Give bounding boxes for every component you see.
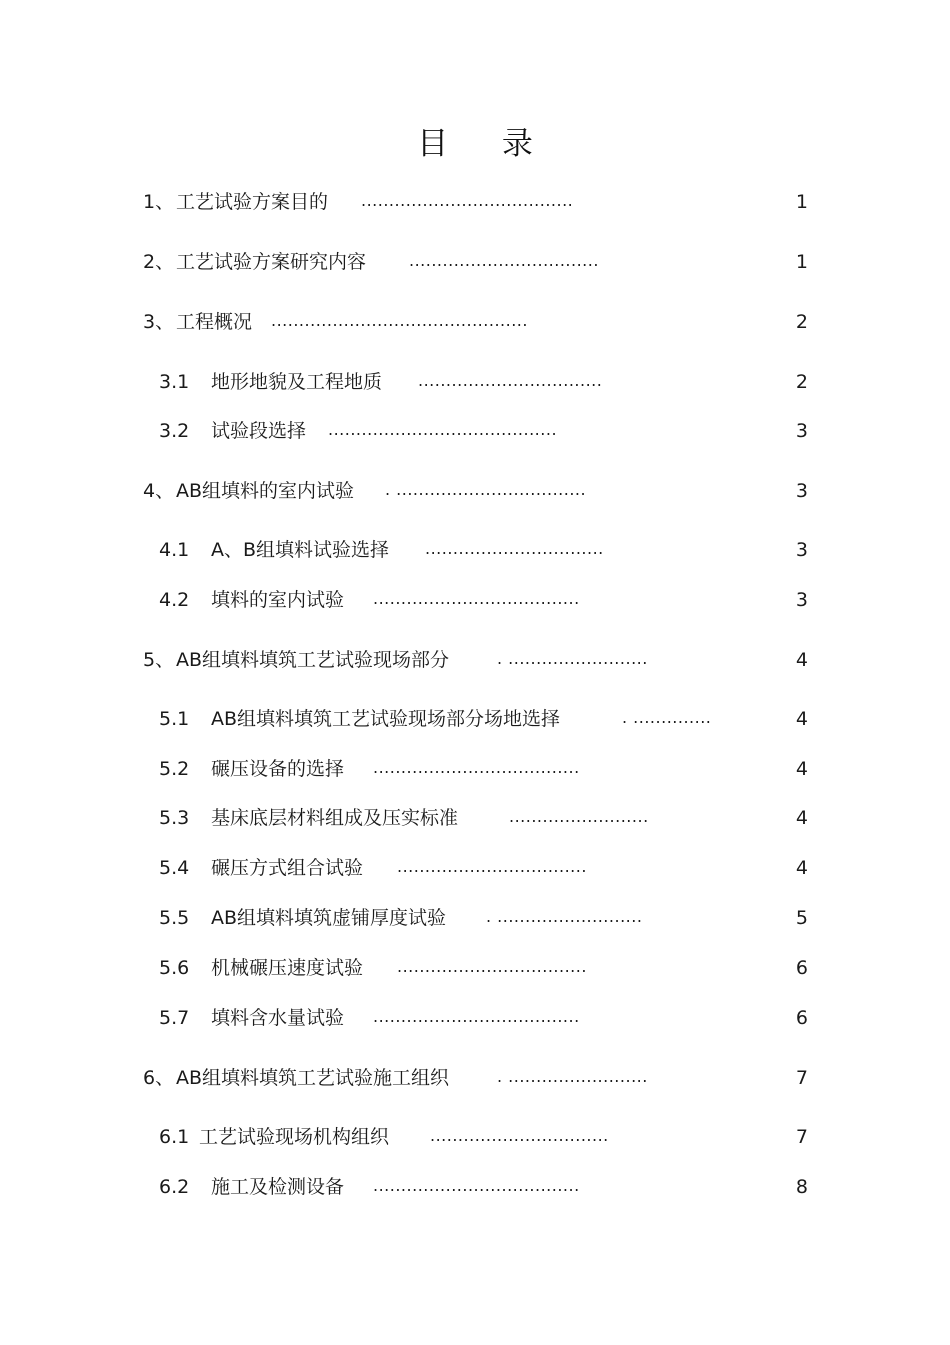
toc-entry-number: 5.5 xyxy=(159,907,190,929)
toc-entry[interactable] xyxy=(0,1123,950,1151)
toc-entry-page: 6 xyxy=(795,1007,808,1029)
toc-entry-leader: ................................. xyxy=(418,371,603,390)
toc-entry[interactable] xyxy=(0,646,950,674)
toc-entry-page: 3 xyxy=(795,539,808,561)
toc-entry-page: 8 xyxy=(795,1176,808,1198)
toc-entry-leader: .................................. xyxy=(409,251,599,270)
toc-entry-leader: . .............. xyxy=(622,708,712,727)
toc-entry-number: 4.2 xyxy=(159,589,190,611)
toc-entry-number: 1、 xyxy=(143,191,175,213)
toc-entry-page: 4 xyxy=(795,649,808,671)
toc-entry[interactable] xyxy=(0,188,950,216)
toc-entry-number: 3.1 xyxy=(159,371,190,393)
toc-entry[interactable] xyxy=(0,755,950,783)
toc-entry[interactable] xyxy=(0,417,950,445)
toc-entry-page: 4 xyxy=(795,807,808,829)
toc-entry-page: 2 xyxy=(795,311,808,333)
toc-entry-number: 5、 xyxy=(143,649,175,671)
toc-entry-leader: . ......................... xyxy=(497,1067,648,1086)
toc-entry[interactable] xyxy=(0,954,950,982)
toc-entry[interactable] xyxy=(0,368,950,396)
toc-entry-leader: ..................................... xyxy=(373,589,580,608)
toc-entry-label: 机械碾压速度试验 xyxy=(211,957,364,979)
toc-entry-number: 5.3 xyxy=(159,807,190,829)
toc-entry-label: 填料含水量试验 xyxy=(211,1007,345,1029)
toc-entry[interactable] xyxy=(0,1064,950,1092)
toc-entry[interactable] xyxy=(0,308,950,336)
toc-entry[interactable] xyxy=(0,854,950,882)
toc-entry-label: 碾压设备的选择 xyxy=(211,758,345,780)
toc-entry-number: 5.4 xyxy=(159,857,190,879)
toc-entry-label: 施工及检测设备 xyxy=(211,1176,345,1198)
toc-entry-leader: .................................. xyxy=(397,857,587,876)
toc-entry[interactable] xyxy=(0,586,950,614)
toc-entry-leader: ......................................... xyxy=(328,420,558,439)
toc-entry-label: AB组填料的室内试验 xyxy=(176,480,355,502)
toc-entry-page: 7 xyxy=(795,1067,808,1089)
toc-entry-number: 5.6 xyxy=(159,957,190,979)
toc-entry[interactable] xyxy=(0,248,950,276)
toc-entry-number: 5.7 xyxy=(159,1007,190,1029)
toc-entry-label: AB组填料填筑工艺试验现场部分 xyxy=(176,649,450,671)
toc-entry-leader: ......................... xyxy=(509,807,649,826)
toc-entry-page: 1 xyxy=(795,191,808,213)
toc-entry-label: 工程概况 xyxy=(176,311,253,333)
toc-entry[interactable] xyxy=(0,804,950,832)
toc-entry-leader: ..................................... xyxy=(373,758,580,777)
toc-entry-leader: ................................ xyxy=(425,539,604,558)
toc-entry-page: 5 xyxy=(795,907,808,929)
toc-entry-leader: .............................................. xyxy=(271,311,528,330)
toc-entry-page: 3 xyxy=(795,589,808,611)
toc-entry[interactable] xyxy=(0,705,950,733)
toc-entry-number: 2、 xyxy=(143,251,175,273)
toc-entry-leader: ..................................... xyxy=(373,1176,580,1195)
toc-entry-number: 6.1 xyxy=(159,1126,190,1148)
toc-entry[interactable] xyxy=(0,1004,950,1032)
toc-entry-page: 6 xyxy=(795,957,808,979)
toc-entry-number: 6.2 xyxy=(159,1176,190,1198)
toc-entry[interactable] xyxy=(0,536,950,564)
toc-entry-leader: . ......................... xyxy=(497,649,648,668)
toc-entry-leader: ................................ xyxy=(430,1126,609,1145)
toc-entry-page: 7 xyxy=(795,1126,808,1148)
toc-entry-leader: ...................................... xyxy=(361,191,574,210)
toc-entry-page: 2 xyxy=(795,371,808,393)
toc-entry[interactable] xyxy=(0,904,950,932)
toc-entry-label: AB组填料填筑虚铺厚度试验 xyxy=(211,907,447,929)
toc-entry-number: 5.1 xyxy=(159,708,190,730)
toc-entry-number: 6、 xyxy=(143,1067,175,1089)
toc-entry-label: AB组填料填筑工艺试验施工组织 xyxy=(176,1067,450,1089)
toc-entry-leader: .................................. xyxy=(397,957,587,976)
toc-entry-page: 3 xyxy=(795,480,808,502)
toc-entry-number: 4.1 xyxy=(159,539,190,561)
toc-entry-label: 填料的室内试验 xyxy=(211,589,345,611)
toc-entry-leader: ..................................... xyxy=(373,1007,580,1026)
toc-entry-number: 3、 xyxy=(143,311,175,333)
toc-entry-page: 4 xyxy=(795,708,808,730)
toc-entry-label: 地形地貌及工程地质 xyxy=(211,371,383,393)
toc-entry-page: 4 xyxy=(795,758,808,780)
toc-entry-leader: . .......................... xyxy=(486,907,643,926)
toc-entry-number: 5.2 xyxy=(159,758,190,780)
toc-entry-label: 工艺试验方案研究内容 xyxy=(176,251,367,273)
toc-entry-leader: . .................................. xyxy=(385,480,587,499)
toc-entry-number: 4、 xyxy=(143,480,175,502)
toc-entry-page: 3 xyxy=(795,420,808,442)
toc-entry-label: 试验段选择 xyxy=(211,420,307,442)
toc-entry-page: 4 xyxy=(795,857,808,879)
toc-entry-label: 工艺试验现场机构组织 xyxy=(199,1126,390,1148)
toc-entry[interactable] xyxy=(0,477,950,505)
toc-entry-label: 碾压方式组合试验 xyxy=(211,857,364,879)
toc-entry[interactable] xyxy=(0,1173,950,1201)
toc-entry-label: AB组填料填筑工艺试验现场部分场地选择 xyxy=(211,708,561,730)
toc-entry-number: 3.2 xyxy=(159,420,190,442)
toc-entry-page: 1 xyxy=(795,251,808,273)
toc-entry-label: 基床底层材料组成及压实标准 xyxy=(211,807,459,829)
toc-entry-label: A、B组填料试验选择 xyxy=(211,539,390,561)
toc-title: 目 录 xyxy=(417,126,555,162)
toc-entry-label: 工艺试验方案目的 xyxy=(176,191,329,213)
